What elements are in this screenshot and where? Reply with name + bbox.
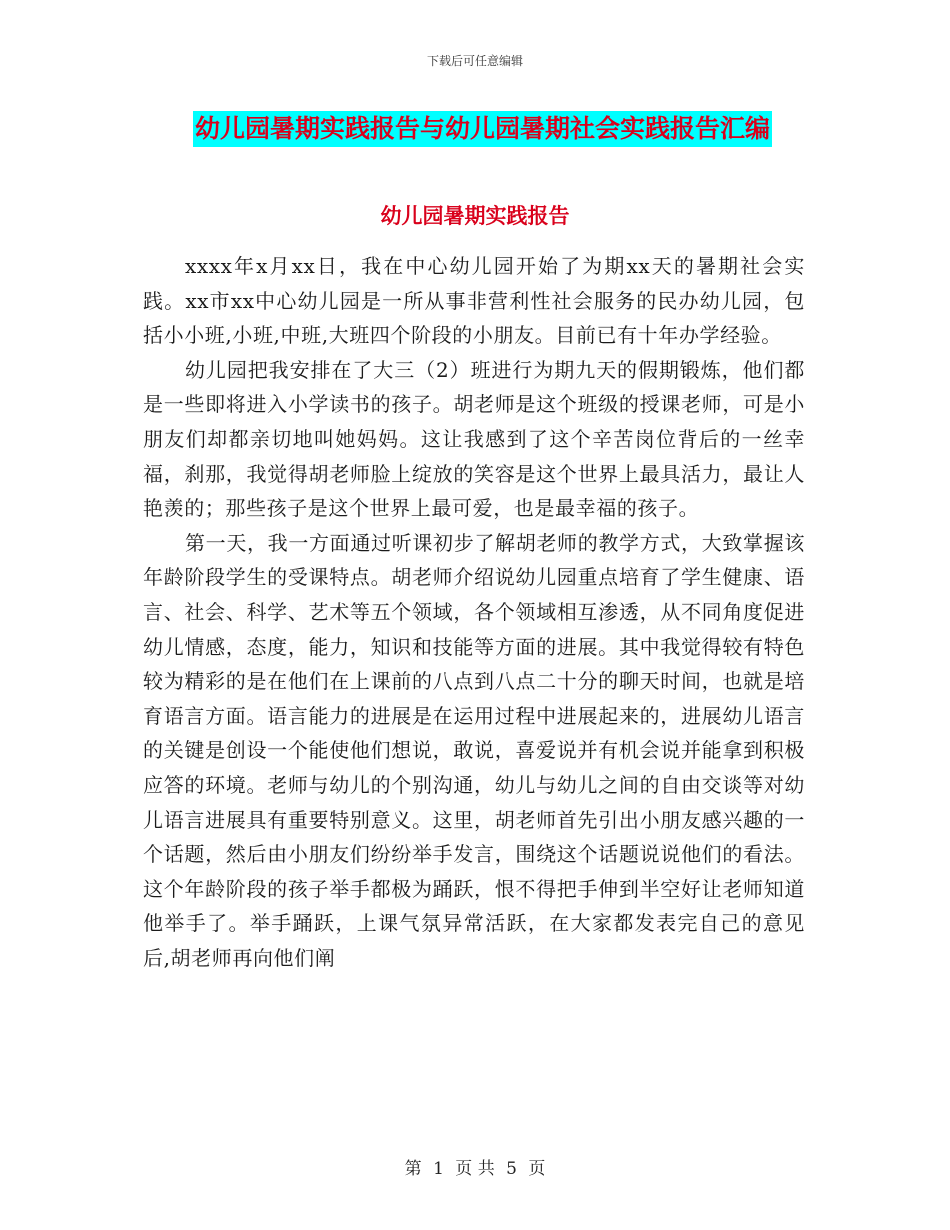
body-paragraph-3: 第一天，我一方面通过听课初步了解胡老师的教学方式，大致掌握该年龄阶段学生的受课特点。胡老师介绍说幼儿园重点培育了学生健康、语言、社会、科学、艺术等五个领域，各个领域相互渗透，从不同角度促进幼儿情感，态度，能力，知识和技能等方面的进展。其中我觉得较有特色较为精彩的是在他们在上课前的八点到八点二十分的聊天时间，也就是培育语言方面。语言能力的进展是在运用过程中进展起来的，进展幼儿语言的关键是创设一个能使他们想说，敢说，喜爱说并有机会说并能拿到积极应答的环境。老师与幼儿的个别沟通，幼儿与幼儿之间的自由交谈等对幼儿语言进展具有重要特别意义。这里，胡老师首先引出小朋友感兴趣的一个话题，然后由小朋友们纷纷举手发言，围绕这个话题说说他们的看法。这个年龄阶段的孩子举手都极为踊跃，恨不得把手伸到半空好让老师知道他举手了。举手踊跃，上课气氛异常活跃，在大家都发表完自己的意见后,胡老师再向他们阐 [143, 530, 805, 970]
header-note: 下载后可任意编辑 [426, 54, 523, 68]
page-label-prefix: 第 [404, 1159, 422, 1179]
document-title: 幼儿园暑期实践报告与幼儿园暑期社会实践报告汇编 [193, 111, 772, 147]
page-footer [0, 1154, 950, 1179]
body-paragraph-1: xxxx年x月xx日，我在中心幼儿园开始了为期xx天的暑期社会实践。xx市xx中心幼儿园是一所从事非营利性社会服务的民办幼儿园，包括小小班,小班,中班,大班四个阶段的小朋友。目前已有十年办学经验。 [143, 254, 805, 348]
page-label-middle: 页 共 [455, 1159, 495, 1179]
section-title: 幼儿园暑期实践报告 [380, 204, 570, 228]
page-number: 1 [433, 1159, 444, 1179]
document-body [143, 249, 805, 975]
total-pages: 5 [506, 1159, 517, 1179]
page-label-suffix: 页 [528, 1159, 546, 1179]
body-paragraph-2: 幼儿园把我安排在了大三（2）班进行为期九天的假期锻炼，他们都是一些即将进入小学读书的孩子。胡老师是这个班级的授课老师，可是小朋友们却都亲切地叫她妈妈。这让我感到了这个辛苦岗位背后的一丝幸福，刹那，我觉得胡老师脸上绽放的笑容是这个世界上最具活力，最让人艳羡的；那些孩子是这个世界上最可爱，也是最幸福的孩子。 [143, 357, 805, 521]
